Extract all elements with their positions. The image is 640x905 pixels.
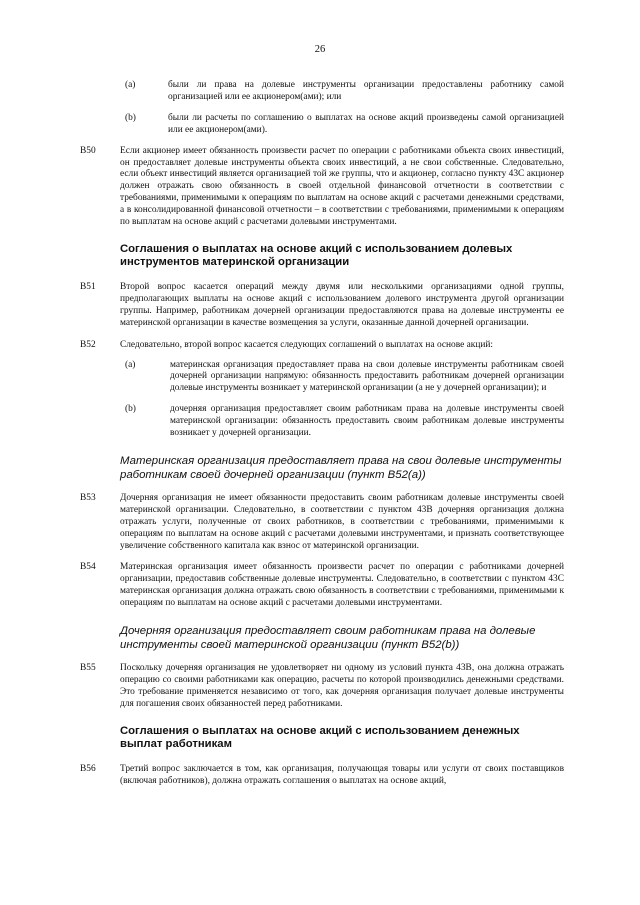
paragraph-b52: [80, 340, 564, 440]
paragraph-text: Следовательно, второй вопрос касается следующих соглашений о выплатах на основе акций:: [120, 339, 493, 350]
list-item-text: материнская организация предоставляет права на свои долевые инструменты работникам своей дочерней организации напрямую: обязанность предоставить работникам дочерней организации долевые инструменты возникает у материнской организации (а не у дочерней организации); и: [170, 359, 564, 394]
paragraph-b53: [80, 493, 564, 553]
subsection-heading-subsidiary-grants: Дочерняя организация предоставляет своим работникам права на долевые инструменты своей материнской организации (пункт B52(b)): [120, 625, 536, 652]
paragraph-number: B53: [80, 492, 96, 503]
page-number: 26: [314, 44, 326, 55]
paragraph-b55: [80, 663, 564, 711]
paragraph-number: B52: [80, 339, 96, 350]
list-item-a: [80, 80, 564, 104]
paragraph-number: B55: [80, 663, 96, 674]
paragraph-number: B51: [80, 281, 96, 292]
paragraph-text: Третий вопрос заключается в том, как организация, получающая товары или услуги от своих поставщиков (включая работников), должна отражать соглашения о выплатах на основе акций,: [120, 763, 564, 786]
list-item-b: [80, 113, 564, 137]
list-marker: (b): [125, 112, 136, 123]
section-heading-parent-equity: Соглашения о выплатах на основе акций с использованием долевых инструментов материнской организации: [120, 242, 513, 269]
list-item-b: [120, 404, 564, 440]
list-marker: (a): [125, 80, 136, 90]
paragraph-b54: [80, 562, 564, 610]
paragraph-number: B50: [80, 145, 96, 156]
list-item-a: [120, 360, 564, 396]
paragraph-b51: [80, 282, 564, 330]
paragraph-text: Если акционер имеет обязанность произвести расчет по операции с работниками объекта своих инвестиций, он предоставляет долевые инструменты объекта своих инвестиций, а не свои собственные. Следовательно, если объект инвестиций является организацией той же группы, что и акционер, согласно пункту 43C акционер должен отражать свою обязанность в своей отдельной финансовой отчетности в соответствии с требованиями, применимыми к операциям по выплатам на основе акций с расчетами денежными средствами, а в консолидированной финансовой отчетности – в соответствии с требованиями, применимыми к операциям по выплатам на основе акций с расчетами долевыми инструментами.: [120, 145, 564, 228]
paragraph-text: Второй вопрос касается операций между двумя или несколькими организациями одной группы, предполагающих выплаты на основе акций с использованием долевого инструмента другой организации группы. Например, работникам дочерней организации предоставляются права на долевые инструменты ее материнской организации в качестве возмещения за услуги, оказанные данной дочерней организации.: [120, 281, 564, 328]
list-marker: (a): [125, 359, 136, 370]
paragraph-number: B56: [80, 763, 96, 774]
section-heading-cash-settled: Соглашения о выплатах на основе акций с использованием денежных выплат работникам: [120, 724, 520, 751]
paragraph-b56: [80, 764, 564, 788]
paragraph-number: B54: [80, 562, 96, 573]
paragraph-text: Материнская организация имеет обязанность произвести расчет по операции с работниками дочерней организации, предоставив собственные долевые инструменты. Следовательно, в соответствии с пунктом 43C материнская организация должна отражать свою обязанность в соответствии с требованиями, применимыми к операциям по выплатам на основе акций с расчетами долевыми инструментами.: [120, 562, 564, 609]
page-content: [80, 80, 564, 798]
list-item-text: были ли расчеты по соглашению о выплатах на основе акций произведены самой организацией или ее акционером(ами).: [168, 112, 564, 135]
b52-list: [120, 360, 564, 440]
paragraph-text: Дочерняя организация не имеет обязанности предоставить своим работникам долевые инструменты своей материнской организации. Следовательно, в соответствии с пунктом 43B дочерняя организация должна отражать услуги, полученные от своих работников, в соответствии с требованиями, применимыми к операциям по выплатам на основе акций с расчетами долевыми инструментами, и признать соответствующее увеличение собственного капитала как взнос от материнской организации.: [120, 492, 564, 551]
list-item-text: были ли права на долевые инструменты организации предоставлены работнику самой организацией или ее акционером(ами); или: [168, 80, 564, 102]
list-marker: (b): [125, 404, 136, 415]
list-item-text: дочерняя организация предоставляет своим работникам права на долевые инструменты своей материнской организации: обязанность предоставить своим работникам долевые инструменты возникает у дочерней организации.: [170, 404, 564, 439]
paragraph-text: Поскольку дочерняя организация не удовлетворяет ни одному из условий пункта 43B, она должна отражать операцию со своими работниками как операцию, расчеты по которой производились денежными средствами. Это требование применяется независимо от того, как дочерняя организация получает долевые инструменты для погашения своих обязанностей перед работниками.: [120, 663, 564, 709]
subsection-heading-parent-grants: Материнская организация предоставляет права на свои долевые инструменты работникам своей дочерней организации (пункт B52(a)): [120, 454, 562, 481]
paragraph-b50: [80, 146, 564, 229]
